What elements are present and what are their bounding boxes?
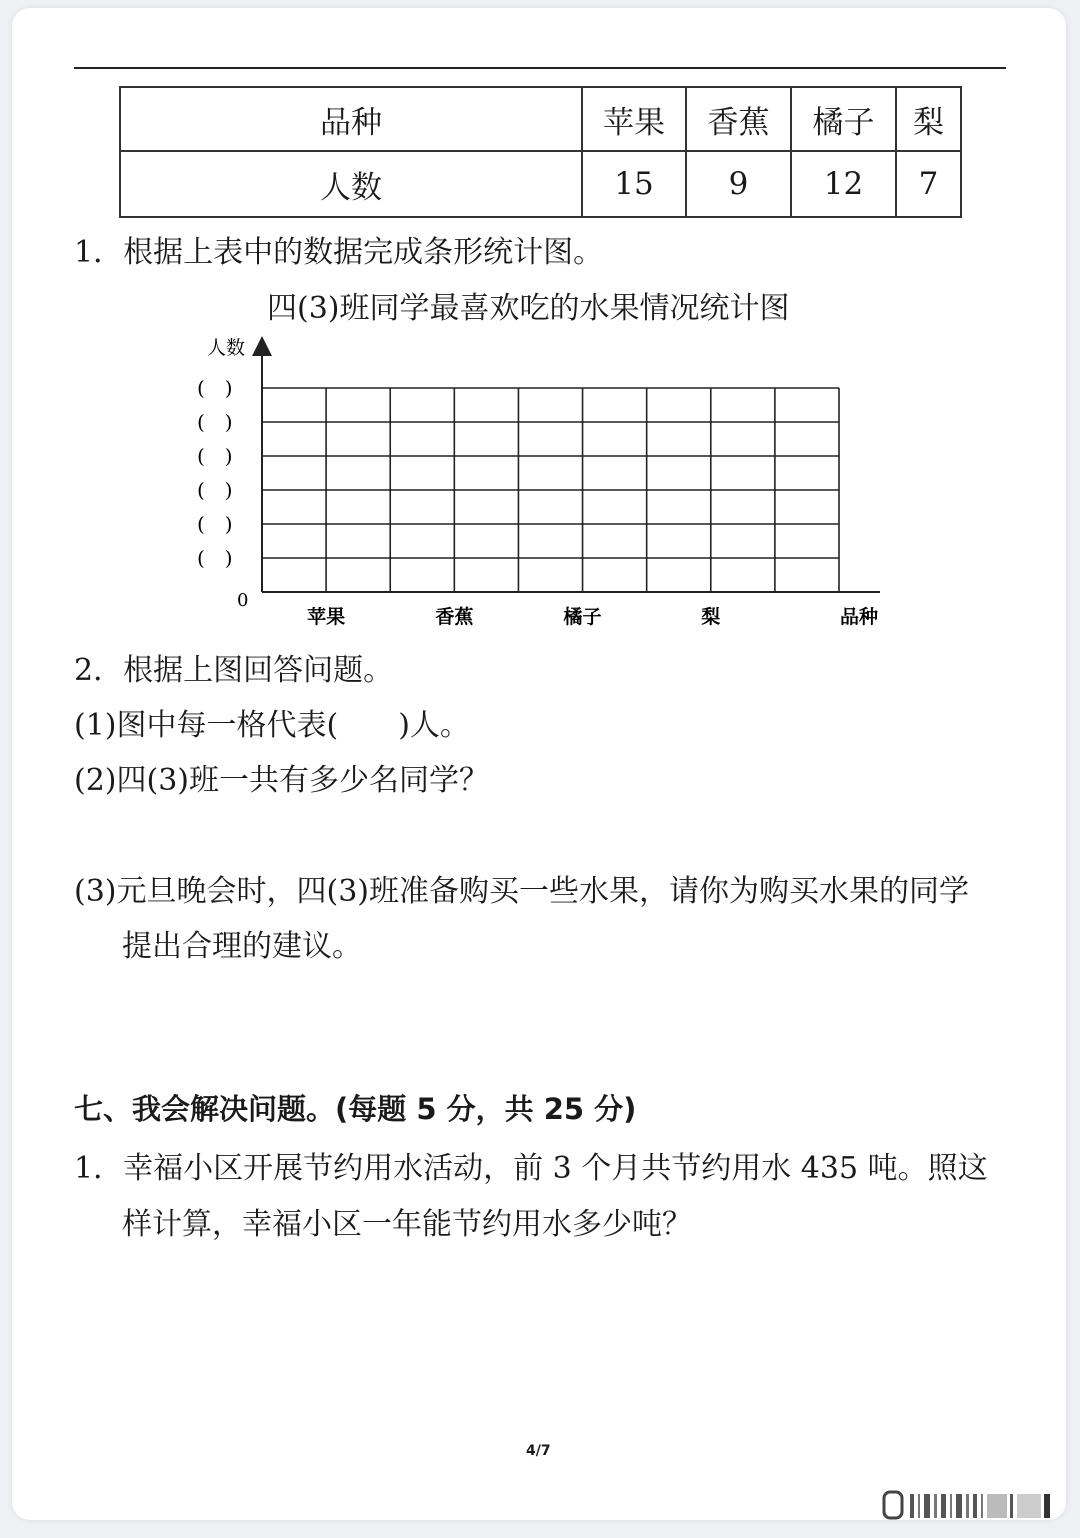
x-axis-label: 品种 <box>840 606 879 628</box>
origin-label: 0 <box>237 590 249 611</box>
x-tick-label: 梨 <box>701 606 721 628</box>
x-tick-label: 橘子 <box>563 606 602 628</box>
question-2-title: 2．根据上图回答问题。 <box>74 653 394 688</box>
table-count-apple: 15 <box>582 151 686 217</box>
question-2-sub2: (2)四(3)班一共有多少名同学？ <box>74 763 489 798</box>
y-tick-label: ( ) <box>197 512 233 536</box>
table-row-label: 人数 <box>120 151 582 217</box>
x-tick-label: 苹果 <box>307 606 346 628</box>
y-tick-label: ( ) <box>197 478 233 502</box>
question-1: 1．根据上表中的数据完成条形统计图。 <box>74 235 604 270</box>
page-number: 4/7 <box>526 1443 551 1459</box>
y-axis-label: 人数 <box>207 337 246 359</box>
y-tick-label: ( ) <box>197 376 233 400</box>
section-7-question-1-line1: 1．幸福小区开展节约用水活动，前 3 个月共节约用水 435 吨。照这 <box>74 1151 988 1186</box>
y-tick-label: ( ) <box>197 444 233 468</box>
barcode-icon <box>880 1490 1060 1522</box>
table-fruit-orange: 橘子 <box>791 87 896 151</box>
table-count-orange: 12 <box>791 151 896 217</box>
table-count-banana: 9 <box>686 151 791 217</box>
section-7-question-1-line2: 样计算，幸福小区一年能节约用水多少吨？ <box>122 1207 692 1242</box>
table-fruit-banana: 香蕉 <box>686 87 791 151</box>
table-count-pear: 7 <box>896 151 961 217</box>
bar-chart-grid <box>0 0 1080 640</box>
table-header-label: 品种 <box>120 87 582 151</box>
question-2-sub3-line1: (3)元旦晚会时，四(3)班准备购买一些水果，请你为购买水果的同学 <box>74 874 969 909</box>
chart-title: 四(3)班同学最喜欢吃的水果情况统计图 <box>267 291 790 326</box>
section-7-heading: 七、我会解决问题。(每题 5 分，共 25 分) <box>74 1092 637 1126</box>
table-fruit-apple: 苹果 <box>582 87 686 151</box>
y-tick-label: ( ) <box>197 546 233 570</box>
y-tick-label: ( ) <box>197 410 233 434</box>
x-tick-label: 香蕉 <box>435 606 474 628</box>
question-2-sub3-line2: 提出合理的建议。 <box>122 929 362 964</box>
table-fruit-pear: 梨 <box>896 87 961 151</box>
question-2-sub1: (1)图中每一格代表( )人。 <box>74 708 470 743</box>
